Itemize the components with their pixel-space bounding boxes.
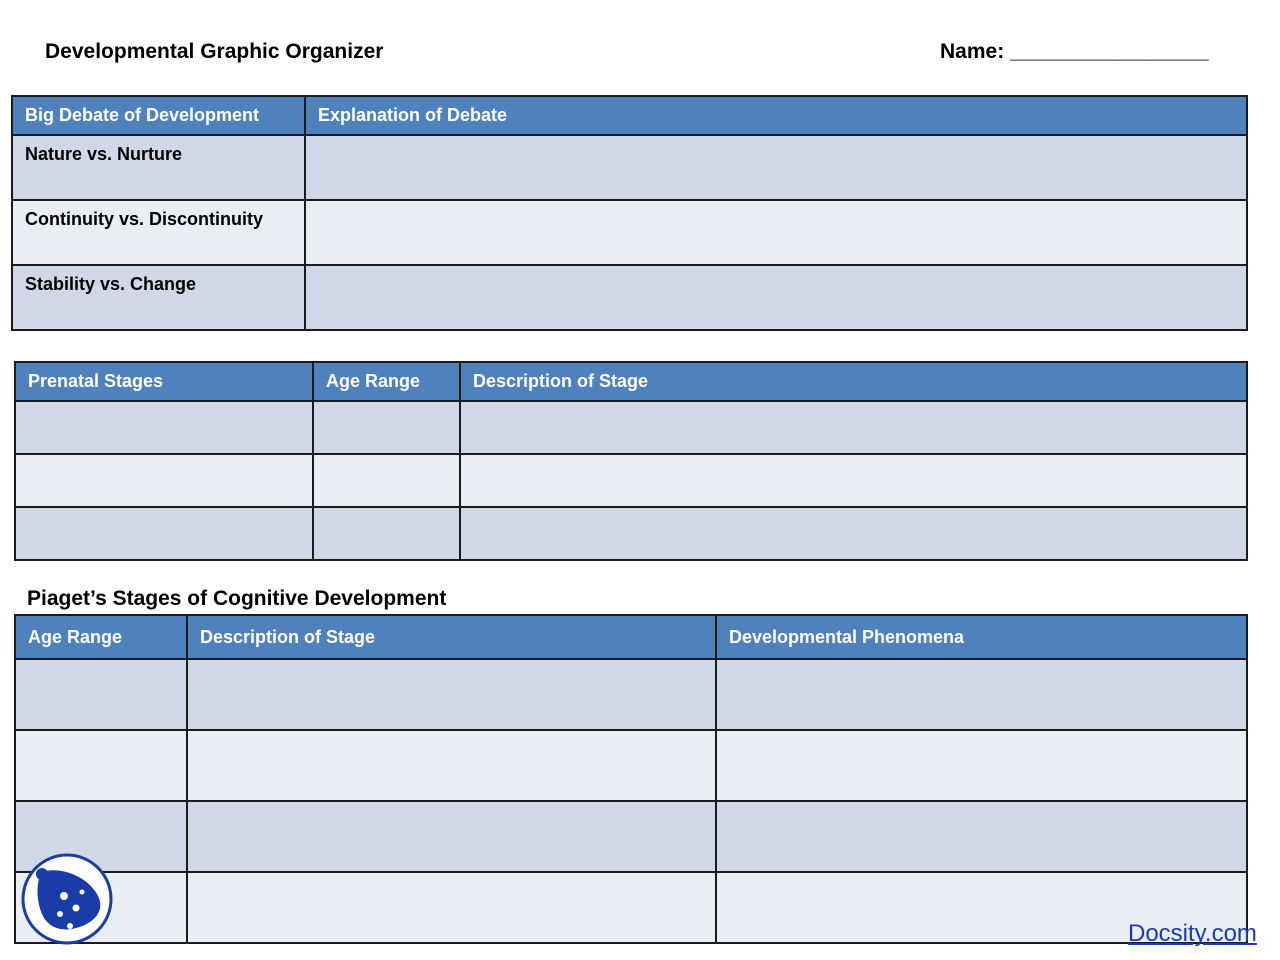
description-cell[interactable] <box>187 730 716 801</box>
piaget-section-title: Piaget’s Stages of Cognitive Development <box>27 587 447 610</box>
column-header-explanation: Explanation of Debate <box>305 96 1247 135</box>
table-row <box>12 135 1247 200</box>
explanation-cell[interactable] <box>305 265 1247 330</box>
debate-name-cell: Stability vs. Change <box>12 265 305 330</box>
description-cell[interactable] <box>460 401 1247 454</box>
table-row <box>15 872 1247 943</box>
column-header-age-range: Age Range <box>313 362 460 401</box>
name-field-label: Name: _________________ <box>940 40 1209 63</box>
description-cell[interactable] <box>460 454 1247 507</box>
table-row <box>12 200 1247 265</box>
phenomena-cell[interactable] <box>716 730 1247 801</box>
description-cell[interactable] <box>187 872 716 943</box>
page-title: Developmental Graphic Organizer <box>45 40 384 63</box>
phenomena-cell[interactable] <box>716 801 1247 872</box>
table-row <box>15 801 1247 872</box>
table-header-row <box>15 615 1247 659</box>
table-row <box>15 659 1247 730</box>
phenomena-cell[interactable] <box>716 659 1247 730</box>
docsity-logo-icon <box>20 852 114 946</box>
table-header-row <box>12 96 1247 135</box>
table-row <box>15 454 1247 507</box>
debate-name-cell: Continuity vs. Discontinuity <box>12 200 305 265</box>
table-row <box>15 507 1247 560</box>
age-range-cell[interactable] <box>313 454 460 507</box>
description-cell[interactable] <box>187 659 716 730</box>
column-header-prenatal-stages: Prenatal Stages <box>15 362 313 401</box>
table-header-row <box>15 362 1247 401</box>
stage-cell[interactable] <box>15 401 313 454</box>
explanation-cell[interactable] <box>305 135 1247 200</box>
debates-table <box>11 95 1248 331</box>
column-header-phenomena: Developmental Phenomena <box>716 615 1247 659</box>
description-cell[interactable] <box>460 507 1247 560</box>
debate-name-cell: Nature vs. Nurture <box>12 135 305 200</box>
stage-cell[interactable] <box>15 507 313 560</box>
piaget-stages-table <box>14 614 1248 944</box>
column-header-big-debate: Big Debate of Development <box>12 96 305 135</box>
table-row <box>15 730 1247 801</box>
description-cell[interactable] <box>187 801 716 872</box>
age-range-cell[interactable] <box>15 659 187 730</box>
table-row <box>15 401 1247 454</box>
explanation-cell[interactable] <box>305 200 1247 265</box>
column-header-age-range: Age Range <box>15 615 187 659</box>
stage-cell[interactable] <box>15 454 313 507</box>
prenatal-stages-table <box>14 361 1248 561</box>
age-range-cell[interactable] <box>313 401 460 454</box>
age-range-cell[interactable] <box>15 730 187 801</box>
docsity-watermark[interactable]: Docsity.com <box>1128 920 1257 947</box>
column-header-description: Description of Stage <box>187 615 716 659</box>
table-row <box>12 265 1247 330</box>
column-header-description: Description of Stage <box>460 362 1247 401</box>
age-range-cell[interactable] <box>313 507 460 560</box>
